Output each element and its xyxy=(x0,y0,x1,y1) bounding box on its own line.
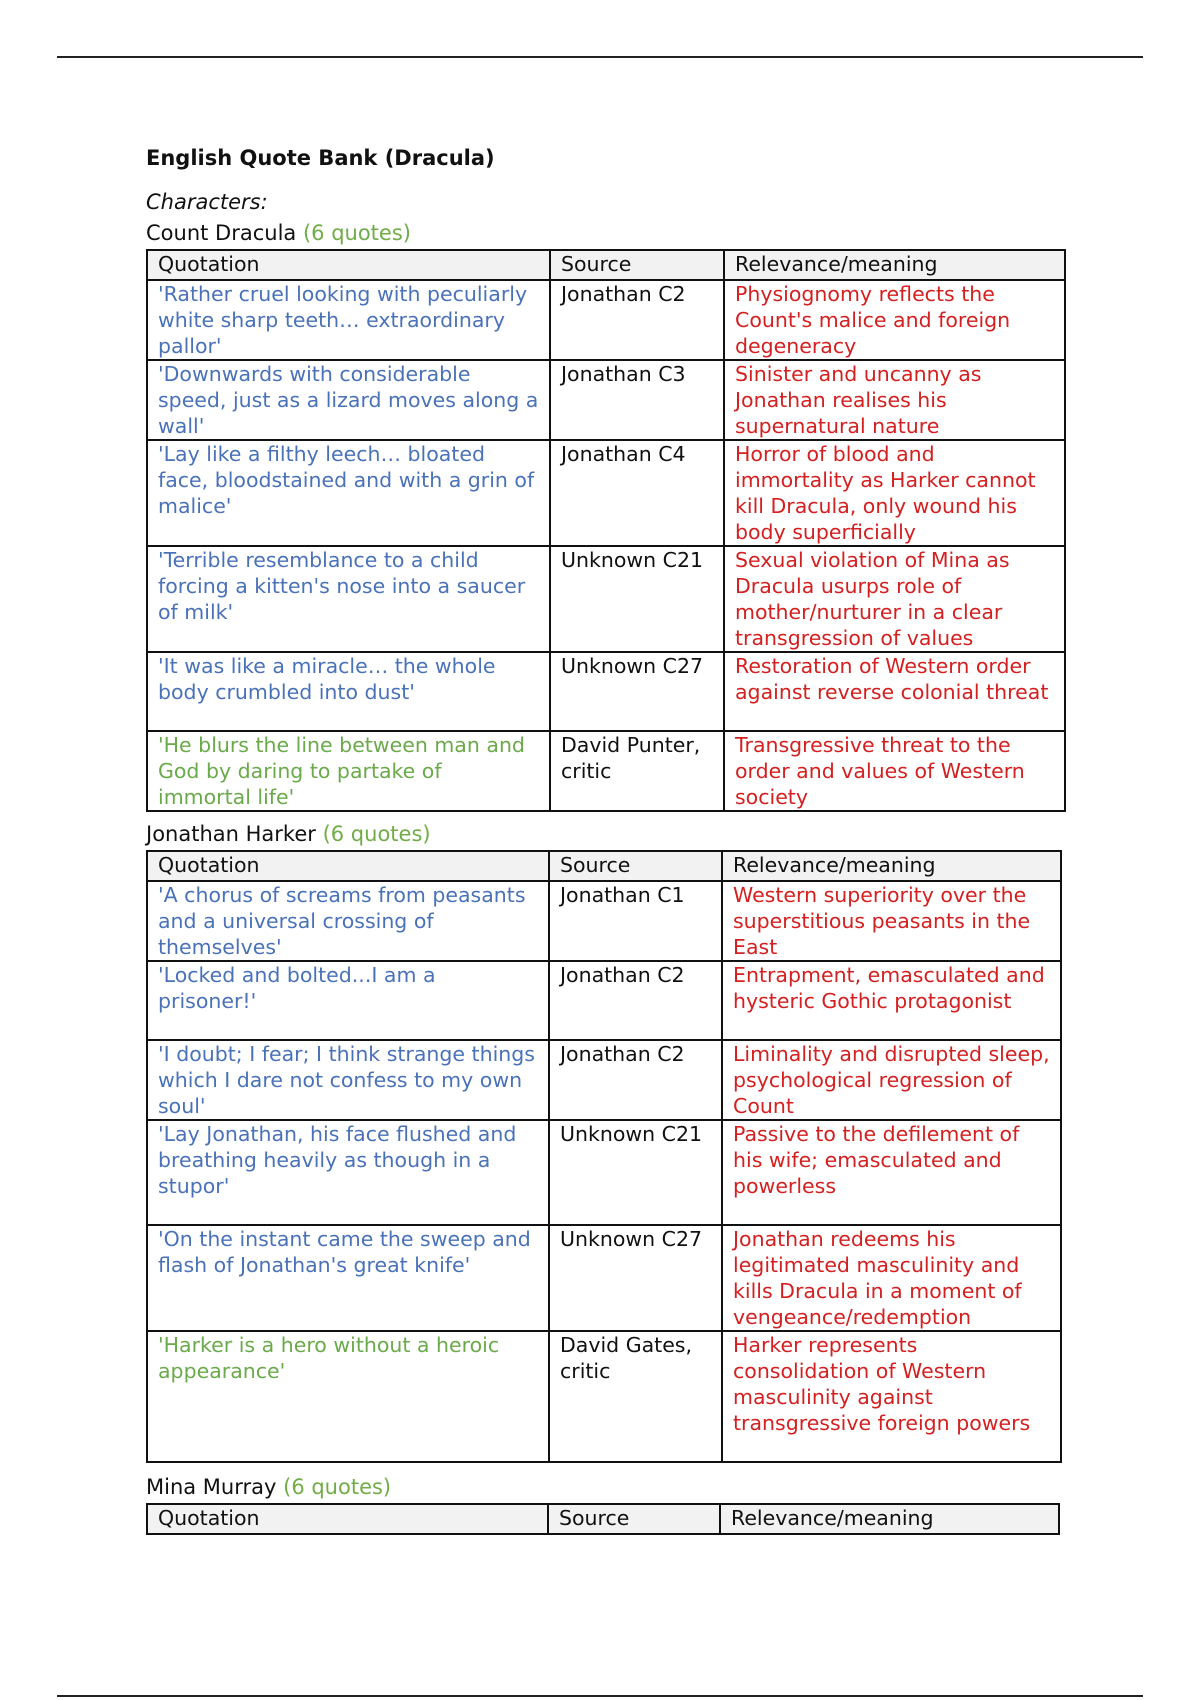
source-cell: Jonathan C4 xyxy=(550,440,724,546)
source-cell: Jonathan C1 xyxy=(549,881,722,961)
quotation-cell: 'He blurs the line between man and God by daring to partake of immortal life' xyxy=(147,731,550,811)
quotation-cell: 'Downwards with considerable speed, just as a lizard moves along a wall' xyxy=(147,360,550,440)
source-cell: Jonathan C3 xyxy=(550,360,724,440)
meaning-cell: Horror of blood and immortality as Harker cannot kill Dracula, only wound his body superficially xyxy=(724,440,1065,546)
source-cell: Unknown C27 xyxy=(550,652,724,731)
table-row xyxy=(147,652,1065,731)
header-source: Source xyxy=(550,250,724,280)
quotation-cell: 'I doubt; I fear; I think strange things which I dare not confess to my own soul' xyxy=(147,1040,549,1120)
table-row xyxy=(147,440,1065,546)
document-title: English Quote Bank (Dracula) xyxy=(146,146,495,170)
header-relevance: Relevance/meaning xyxy=(720,1504,1059,1534)
quotation-cell: 'Lay Jonathan, his face flushed and breathing heavily as though in a stupor' xyxy=(147,1120,549,1225)
header-source: Source xyxy=(549,851,722,881)
quote-table-count-dracula xyxy=(146,249,1066,812)
quote-count: (6 quotes) xyxy=(302,221,411,245)
section-heading-jonathan-harker xyxy=(146,821,431,847)
meaning-cell: Western superiority over the superstitious peasants in the East xyxy=(722,881,1061,961)
source-cell: Unknown C27 xyxy=(549,1225,722,1331)
source-cell: Jonathan C2 xyxy=(550,280,724,360)
table-header-row xyxy=(147,851,1061,881)
table-row xyxy=(147,731,1065,811)
quotation-cell: 'A chorus of screams from peasants and a universal crossing of themselves' xyxy=(147,881,549,961)
source-cell: Unknown C21 xyxy=(549,1120,722,1225)
table-row xyxy=(147,280,1065,360)
quote-count: (6 quotes) xyxy=(322,822,431,846)
meaning-cell: Physiognomy reflects the Count's malice and foreign degeneracy xyxy=(724,280,1065,360)
table-header-row xyxy=(147,1504,1059,1534)
table-row xyxy=(147,881,1061,961)
table-row xyxy=(147,1040,1061,1120)
meaning-cell: Sinister and uncanny as Jonathan realises his supernatural nature xyxy=(724,360,1065,440)
source-cell: Jonathan C2 xyxy=(549,1040,722,1120)
section-heading-mina-murray xyxy=(146,1474,391,1500)
meaning-cell: Restoration of Western order against reverse colonial threat xyxy=(724,652,1065,731)
header-quotation: Quotation xyxy=(147,250,550,280)
meaning-cell: Entrapment, emasculated and hysteric Gothic protagonist xyxy=(722,961,1061,1040)
quotation-cell: 'Terrible resemblance to a child forcing a kitten's nose into a saucer of milk' xyxy=(147,546,550,652)
table-row xyxy=(147,1331,1061,1462)
source-cell: David Gates, critic xyxy=(549,1331,722,1462)
quotation-cell: 'Rather cruel looking with peculiarly white sharp teeth… extraordinary pallor' xyxy=(147,280,550,360)
meaning-cell: Liminality and disrupted sleep, psychological regression of Count xyxy=(722,1040,1061,1120)
source-cell: Unknown C21 xyxy=(550,546,724,652)
quotation-cell: 'It was like a miracle… the whole body crumbled into dust' xyxy=(147,652,550,731)
quote-table-jonathan-harker xyxy=(146,850,1062,1463)
header-quotation: Quotation xyxy=(147,851,549,881)
section-name: Jonathan Harker xyxy=(146,822,316,846)
quotation-cell: 'On the instant came the sweep and flash of Jonathan's great knife' xyxy=(147,1225,549,1331)
table-row xyxy=(147,1225,1061,1331)
top-rule xyxy=(57,56,1143,58)
quote-table-mina-murray xyxy=(146,1503,1060,1535)
header-relevance: Relevance/meaning xyxy=(724,250,1065,280)
section-name: Count Dracula xyxy=(146,221,297,245)
header-relevance: Relevance/meaning xyxy=(722,851,1061,881)
table-row xyxy=(147,546,1065,652)
meaning-cell: Harker represents consolidation of Western masculinity against transgressive foreign powers xyxy=(722,1331,1061,1462)
meaning-cell: Jonathan redeems his legitimated masculinity and kills Dracula in a moment of vengeance/redemption xyxy=(722,1225,1061,1331)
quote-count: (6 quotes) xyxy=(283,1475,392,1499)
source-cell: Jonathan C2 xyxy=(549,961,722,1040)
source-cell: David Punter, critic xyxy=(550,731,724,811)
quotation-cell: 'Locked and bolted...I am a prisoner!' xyxy=(147,961,549,1040)
meaning-cell: Passive to the defilement of his wife; emasculated and powerless xyxy=(722,1120,1061,1225)
characters-label: Characters: xyxy=(146,190,268,214)
header-source: Source xyxy=(548,1504,720,1534)
table-row xyxy=(147,961,1061,1040)
section-name: Mina Murray xyxy=(146,1475,277,1499)
section-heading-count-dracula xyxy=(146,220,411,246)
table-row xyxy=(147,360,1065,440)
quotation-cell: 'Harker is a hero without a heroic appearance' xyxy=(147,1331,549,1462)
meaning-cell: Sexual violation of Mina as Dracula usurps role of mother/nurturer in a clear transgression of values xyxy=(724,546,1065,652)
table-row xyxy=(147,1120,1061,1225)
quotation-cell: 'Lay like a filthy leech… bloated face, bloodstained and with a grin of malice' xyxy=(147,440,550,546)
bottom-rule xyxy=(57,1695,1143,1697)
table-header-row xyxy=(147,250,1065,280)
meaning-cell: Transgressive threat to the order and values of Western society xyxy=(724,731,1065,811)
header-quotation: Quotation xyxy=(147,1504,548,1534)
